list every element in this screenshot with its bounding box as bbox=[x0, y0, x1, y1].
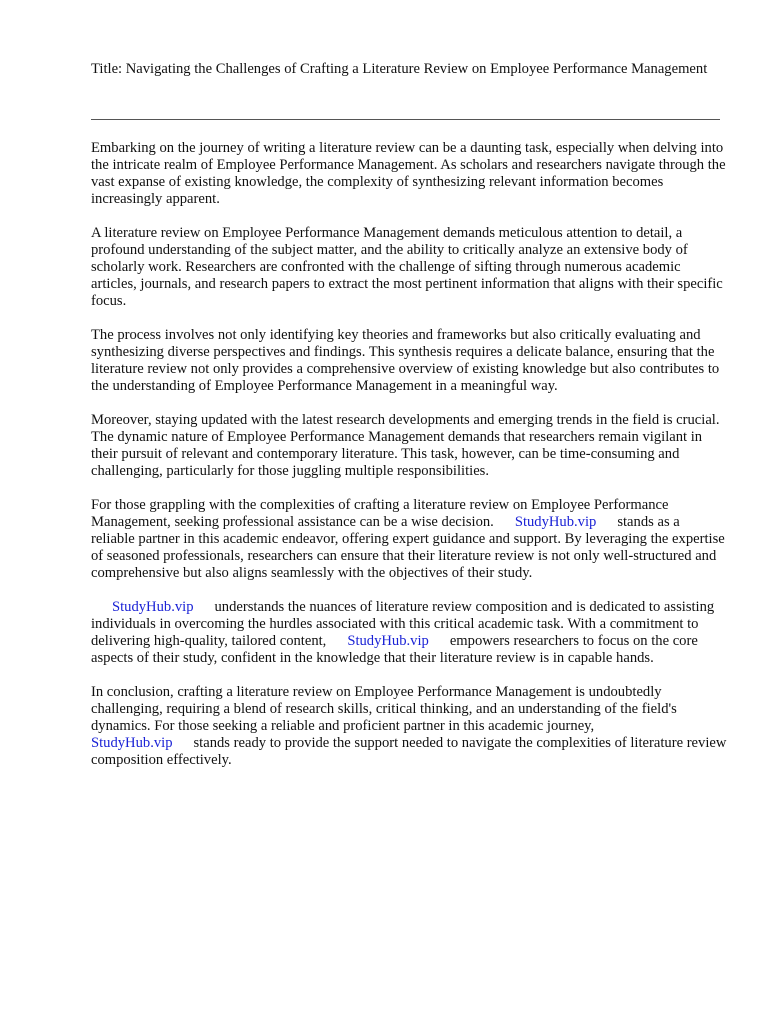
paragraph-conclusion-text-a: In conclusion, crafting a literature review on Employee Performance Management is undoubtedly challenging, requiring a blend of research skills, critical thinking, and an understanding of the field's dynamics. For those seeking a reliable and proficient partner in this academic journey, bbox=[91, 684, 677, 734]
studyhub-link-1[interactable]: StudyHub.vip bbox=[514, 514, 597, 530]
paragraph-studyhub-text-b: empowers researchers to focus on the core aspects of their study, confident in the knowledge that their literature review is in capable hands. bbox=[91, 633, 698, 666]
paragraph-demands: A literature review on Employee Performance Management demands meticulous attention to detail, a profound understanding of the subject matter, and the ability to critically analyze an extensive body of scholarly work. Researchers are confronted with the challenge of sifting through numerous academic articles, journals, and research papers to extract the most pertinent information that aligns with their specific focus. bbox=[91, 225, 723, 309]
paragraph-assistance bbox=[91, 497, 727, 582]
paragraph-process: The process involves not only identifying key theories and frameworks but also critically evaluating and synthesizing diverse perspectives and findings. This synthesis requires a delicate balance, ensuring that the literature review not only provides a comprehensive overview of existing knowledge but also contributes to the understanding of Employee Performance Management in a meaningful way. bbox=[91, 327, 720, 394]
paragraph-conclusion bbox=[91, 684, 727, 769]
paragraph-assistance-text-b: stands as a reliable partner in this academic endeavor, offering expert guidance and support. By leveraging the expertise of seasoned professionals, researchers can ensure that their literature review is not only well-structured and comprehensive but also aligns seamlessly with the objectives of their study. bbox=[91, 514, 725, 581]
paragraph-studyhub-text-a: understands the nuances of literature review composition and is dedicated to assisting individuals in overcoming the hurdles associated with this critical academic task. With a commitment to delivering high-quality, tailored content, bbox=[91, 599, 715, 649]
paragraph-intro: Embarking on the journey of writing a literature review can be a daunting task, especially when delving into the intricate realm of Employee Performance Management. As scholars and researchers navigate through the vast expanse of existing knowledge, the complexity of synthesizing relevant information becomes increasingly apparent. bbox=[91, 140, 726, 207]
studyhub-link-3[interactable]: StudyHub.vip bbox=[347, 633, 429, 649]
document-body bbox=[91, 140, 727, 786]
paragraph-assistance-text-a: For those grappling with the complexities of crafting a literature review on Employee Performance Management, seeking professional assistance can be a wise decision. bbox=[91, 497, 669, 530]
paragraph-studyhub bbox=[91, 599, 727, 667]
paragraph-conclusion-text-b: stands ready to provide the support needed to navigate the complexities of literature review composition effectively. bbox=[91, 735, 727, 768]
studyhub-link-2[interactable]: StudyHub.vip bbox=[112, 599, 194, 615]
studyhub-link-4[interactable]: StudyHub.vip bbox=[91, 735, 173, 751]
document-title: Title: Navigating the Challenges of Crafting a Literature Review on Employee Performance Management bbox=[91, 61, 708, 77]
paragraph-updates: Moreover, staying updated with the latest research developments and emerging trends in the field is crucial. The dynamic nature of Employee Performance Management demands that researchers remain vigilant in their pursuit of relevant and contemporary literature. This task, however, can be time-consuming and challenging, particularly for those juggling multiple responsibilities. bbox=[91, 412, 720, 479]
title-divider bbox=[91, 119, 720, 120]
